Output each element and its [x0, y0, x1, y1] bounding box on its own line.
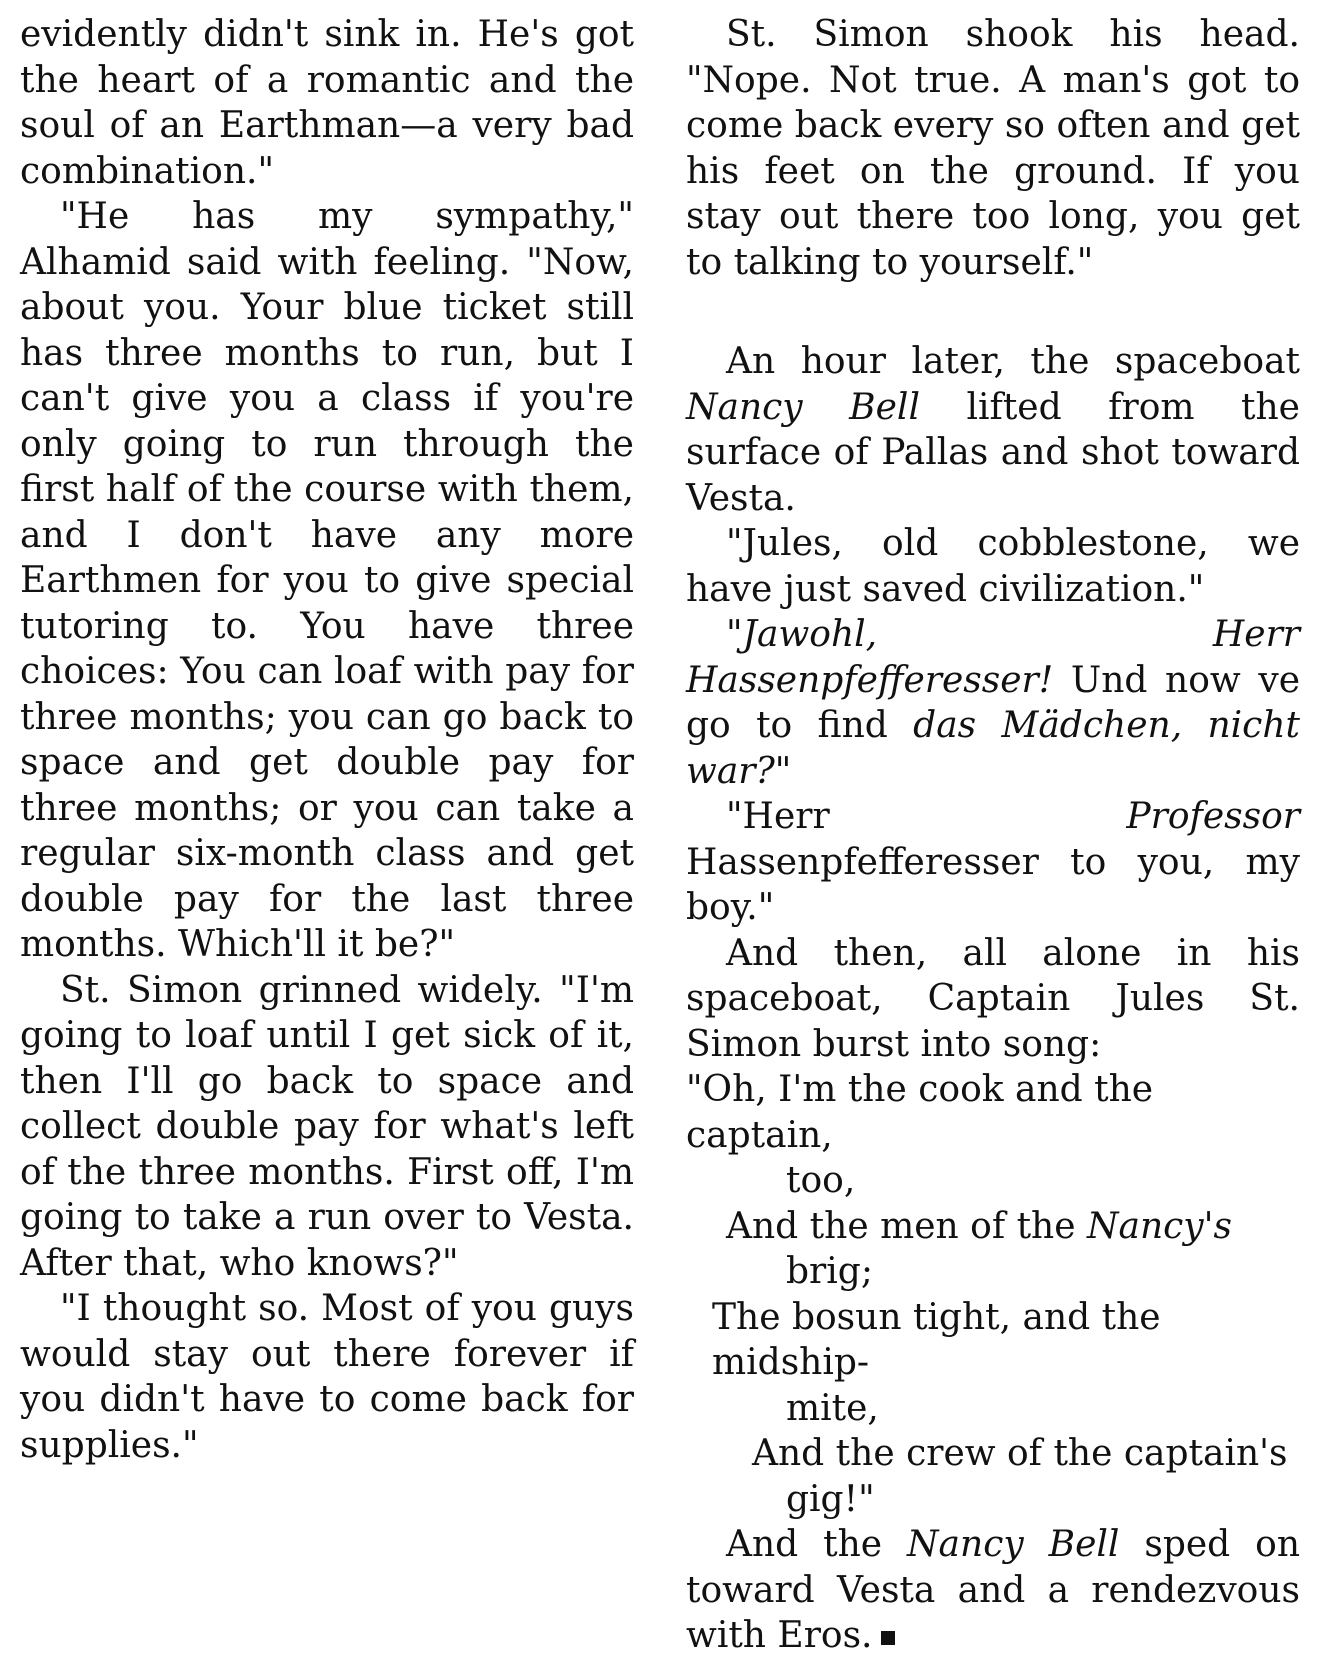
text-run: lifted from the surface of Pallas and shot toward Vesta.: [686, 386, 1300, 519]
paragraph: [686, 794, 1300, 931]
text-run: ": [774, 750, 792, 792]
right-column: [686, 12, 1300, 1659]
paragraph: St. Simon shook his head. "Nope. Not true. A man's got to come back every so often and get his feet on the ground. If you stay out there too long, you get to talking to yourself.": [686, 14, 1300, 283]
paragraph: evidently didn't sink in. He's got the heart of a romantic and the soul of an Earthman—a very bad combination.": [20, 14, 634, 192]
song-line: [686, 1204, 1300, 1250]
end-mark-icon: [881, 1631, 895, 1645]
italic-run: "Jawohl, Herr Hassenpfefferesser!: [686, 614, 1300, 701]
paragraph: "Jules, old cobblestone, we have just saved civilization.": [686, 523, 1300, 610]
italic-run: das Mädchen, nicht war?: [686, 705, 1300, 792]
text-run: sped on toward Vesta and a rendezvous with Eros.: [686, 1524, 1300, 1656]
song-verse: [686, 1067, 1300, 1522]
text-run: "Herr: [726, 796, 1127, 837]
left-column: [20, 12, 634, 1468]
paragraph: [686, 339, 1300, 521]
paragraph: [686, 612, 1300, 794]
song-line: The bosun tight, and the midship-: [712, 1296, 1161, 1383]
text-run: Hassenpfefferesser to you, my boy.": [686, 841, 1300, 928]
paragraph: [686, 1522, 1300, 1659]
song-line-continuation: mite,: [786, 1387, 879, 1429]
ship-name: Nancy Bell: [686, 386, 920, 428]
ship-name: Nancy Bell: [907, 1524, 1120, 1565]
song-line-continuation: gig!": [786, 1478, 875, 1520]
text-run: And the men of the: [726, 1205, 1087, 1247]
text-run: And the: [726, 1524, 908, 1565]
paragraph: And then, all alone in his spaceboat, Captain Jules St. Simon burst into song:: [686, 932, 1300, 1065]
section-break: [686, 285, 1300, 339]
ship-name: Nancy's: [1086, 1205, 1233, 1247]
paragraph: St. Simon grinned widely. "I'm going to loaf until I get sick of it, then I'll go back to space and collect double pay for what's left of the three months. First off, I'm going to take a run over to Vesta. After that, who knows?": [20, 969, 634, 1284]
paragraph: "I thought so. Most of you guys would stay out there forever if you didn't have to come back for supplies.": [20, 1288, 634, 1466]
italic-run: Professor: [1126, 796, 1300, 837]
text-run: Und now ve go to find: [686, 659, 1300, 746]
paragraph: "He has my sympathy," Alhamid said with feeling. "Now, about you. Your blue ticket still has three months to run, but I can't give you a class if you're only going to run through the first half of the course with them, and I don't have any more Earthmen for you to give special tutoring to. You have three choices: You can loaf with pay for three months; you can go back to space and get double pay for three months; or you can take a regular six-month class and get double pay for the last three months. Which'll it be?": [20, 196, 634, 965]
text-run: An hour later, the spaceboat: [726, 341, 1300, 382]
song-line: "Oh, I'm the cook and the captain,: [686, 1069, 1154, 1156]
song-line-continuation: brig;: [786, 1251, 873, 1292]
song-line-continuation: too,: [786, 1160, 856, 1201]
song-line: And the crew of the captain's: [752, 1433, 1288, 1474]
